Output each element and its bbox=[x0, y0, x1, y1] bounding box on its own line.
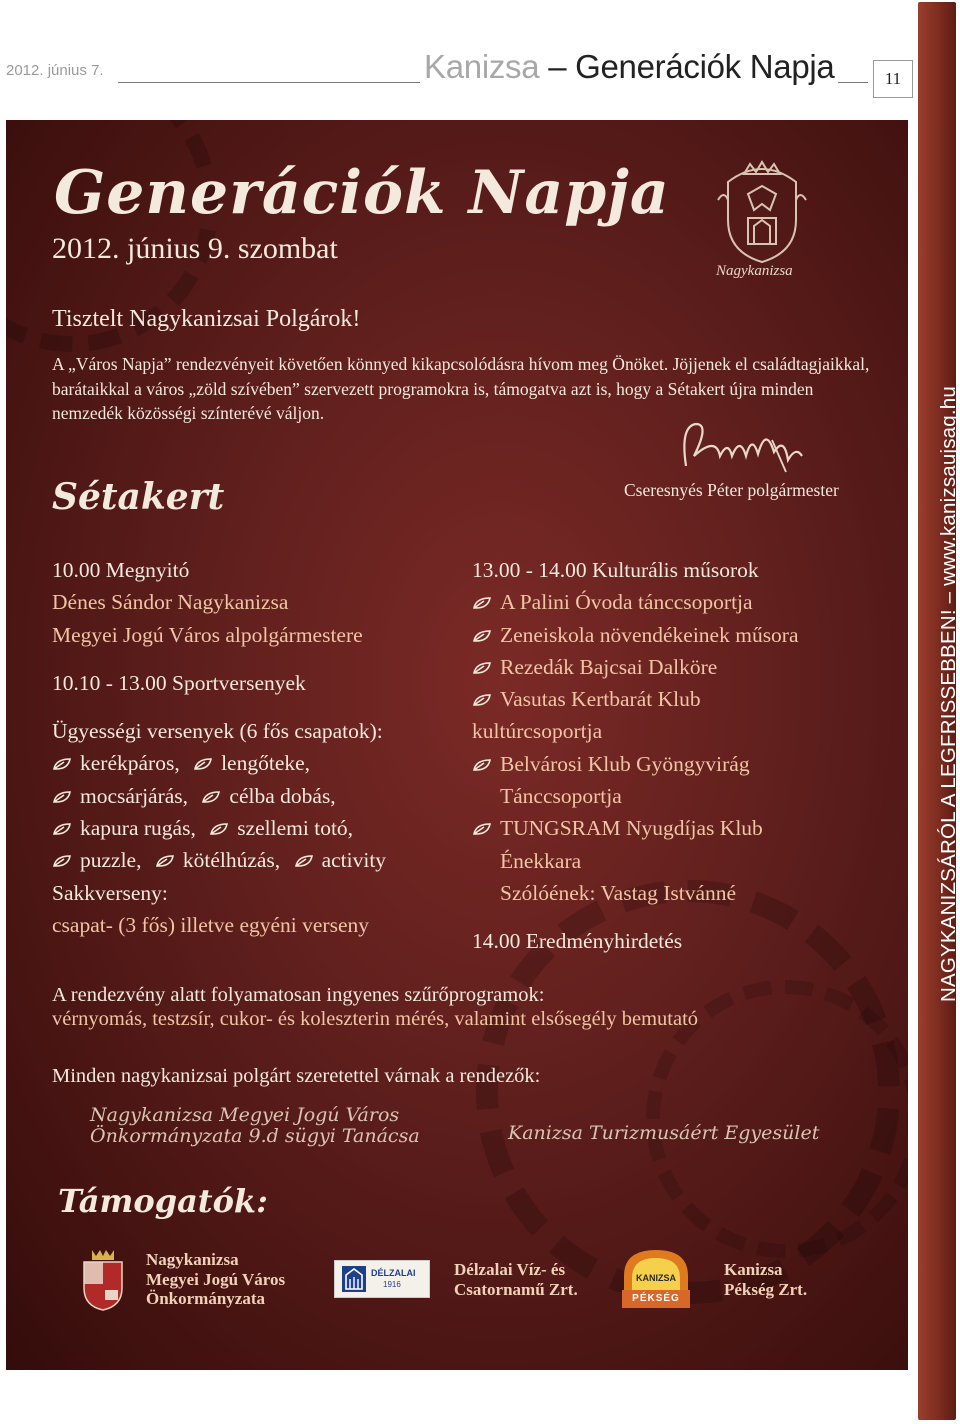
leaf-bullet-icon bbox=[52, 854, 72, 868]
leaf-bullet-icon bbox=[52, 790, 72, 804]
header-title-main: Generációk Napja bbox=[575, 48, 835, 85]
skill-item: lengőteke, bbox=[221, 751, 311, 776]
greeting: Tisztelt Nagykanizsai Polgárok! bbox=[52, 306, 361, 332]
skill-item: szellemi totó, bbox=[237, 816, 354, 841]
skill-item: célba dobás, bbox=[229, 783, 336, 808]
culture-item bbox=[472, 651, 799, 683]
culture-item-cont: kultúrcsoportja bbox=[472, 719, 603, 744]
culture-item bbox=[472, 586, 799, 618]
leaf-bullet-icon bbox=[472, 693, 492, 707]
leaf-bullet-icon bbox=[294, 854, 314, 868]
culture-item bbox=[472, 619, 799, 651]
culture-item-label: Zeneiskola növendékeinek műsora bbox=[500, 622, 799, 647]
leaf-bullet-icon bbox=[193, 757, 213, 771]
sports-title: 10.10 - 13.00 Sportversenyek bbox=[52, 670, 306, 695]
delzalai-logo bbox=[334, 1260, 430, 1298]
organizer-tourism: Kanizsa Turizmusáért Egyesület bbox=[508, 1122, 820, 1144]
skill-item: kapura rugás, bbox=[80, 816, 196, 841]
pekseg-logo-top: KANIZSA bbox=[636, 1273, 676, 1283]
sponsor-city-line: Önkormányzata bbox=[146, 1289, 265, 1308]
sponsor-city bbox=[146, 1250, 285, 1309]
skill-item: puzzle, bbox=[80, 848, 142, 873]
skill-title: Ügyességi versenyek (6 fős csapatok): bbox=[52, 719, 383, 744]
culture-item bbox=[472, 683, 799, 715]
crest-label: Nagykanizsa bbox=[716, 263, 793, 279]
skill-row bbox=[52, 844, 386, 876]
culture-item-cont: Tánccsoportja bbox=[500, 784, 622, 809]
program-right-column bbox=[472, 554, 799, 958]
leaf-bullet-icon bbox=[209, 822, 229, 836]
organizer-council-line: Nagykanizsa Megyei Jogú Város bbox=[90, 1104, 400, 1126]
skill-item: kötélhúzás, bbox=[182, 848, 281, 873]
pekseg-logo bbox=[620, 1246, 692, 1310]
chess-desc: csapat- (3 fős) illetve egyéni verseny bbox=[52, 912, 369, 937]
chess-title: Sakkverseny: bbox=[52, 880, 168, 905]
page-number: 11 bbox=[873, 60, 913, 98]
mayor-signature bbox=[676, 416, 816, 476]
free-screening-title: A rendezvény alatt folyamatosan ingyenes szűrőprogramok: bbox=[52, 984, 545, 1006]
culture-item-label: Vasutas Kertbarát Klub bbox=[500, 687, 701, 712]
culture-item-cont: Énekkara bbox=[500, 848, 582, 873]
section-title: Sétakert bbox=[52, 476, 225, 518]
skill-row bbox=[52, 747, 386, 779]
culture-item-cont: Szólóének: Vastag Istvánné bbox=[500, 880, 737, 905]
skill-item: mocsárjárás, bbox=[80, 783, 189, 808]
supporters-title: Támogatók: bbox=[58, 1182, 268, 1220]
header-title-prefix: Kanizsa bbox=[424, 48, 540, 85]
culture-item-label: Belvárosi Klub Gyöngyvirág bbox=[500, 751, 750, 776]
intro-text: A „Város Napja” rendezvényeit követően könnyed kikapcsolódásra hívom meg Önöket. Jöjjenek el családtagjaikkal, barátaikkal a város „zöld szívében” szervezett programokra is, támogatva azt is, hogy a Sétakert újra minden nemzedék közösségi színterévé váljon. bbox=[52, 354, 870, 423]
opening-person: Dénes Sándor Nagykanizsa bbox=[52, 590, 289, 615]
leaf-bullet-icon bbox=[472, 822, 492, 836]
city-coat-of-arms-icon bbox=[78, 1248, 128, 1312]
sponsor-pekseg bbox=[724, 1260, 807, 1299]
leaf-bullet-icon bbox=[52, 757, 72, 771]
sponsor-city-line: Nagykanizsa bbox=[146, 1250, 239, 1269]
skill-row bbox=[52, 812, 386, 844]
sponsor-pekseg-line: Kanizsa bbox=[724, 1260, 783, 1279]
free-screening-desc: vérnyomás, testzsír, cukor- és koleszterin mérés, valamint elsősegély bemutató bbox=[52, 1008, 699, 1030]
culture-title: 13.00 - 14.00 Kulturális műsorok bbox=[472, 558, 759, 582]
results-time: 14.00 Eredményhirdetés bbox=[472, 929, 683, 954]
organizer-council bbox=[90, 1105, 420, 1147]
culture-item bbox=[472, 812, 799, 844]
skill-item: kerékpáros, bbox=[80, 751, 180, 776]
sponsor-delzalai bbox=[454, 1260, 578, 1299]
organizer-council-line: Önkormányzata 9.d sügyi Tanácsa bbox=[90, 1125, 420, 1147]
header-title-dash: – bbox=[548, 48, 567, 85]
leaf-bullet-icon bbox=[155, 854, 175, 868]
delzalai-logo-year: 1916 bbox=[383, 1280, 401, 1289]
program-left-column bbox=[52, 554, 386, 941]
water-building-icon bbox=[341, 1265, 367, 1293]
culture-item-label: Rezedák Bajcsai Dalköre bbox=[500, 654, 718, 679]
sponsor-delzalai-line: Délzalai Víz- és bbox=[454, 1260, 566, 1279]
skill-item: activity bbox=[321, 848, 387, 873]
sponsor-pekseg-line: Pékség Zrt. bbox=[724, 1279, 808, 1299]
leaf-bullet-icon bbox=[472, 596, 492, 610]
poster-title: Generációk Napja bbox=[54, 158, 670, 228]
culture-item-label: TUNGSRAM Nyugdíjas Klub bbox=[500, 816, 763, 841]
opening-person: Megyei Jogú Város alpolgármestere bbox=[52, 622, 363, 647]
sidebar-text: NAGYKANIZSÁRÓL A LEGFRISSEBBEN! – www.kanizsaujsag.hu bbox=[937, 386, 960, 1002]
leaf-bullet-icon bbox=[472, 629, 492, 643]
header-title bbox=[420, 48, 838, 86]
pekseg-logo-bottom: PÉKSÉG bbox=[632, 1293, 680, 1304]
culture-item-label: A Palini Óvoda tánccsoportja bbox=[500, 590, 753, 615]
sponsor-city-line: Megyei Jogú Város bbox=[146, 1269, 286, 1289]
poster-date: 2012. június 9. szombat bbox=[52, 232, 338, 265]
skill-row bbox=[52, 780, 386, 812]
delzalai-logo-text: DÉLZALAI bbox=[371, 1268, 416, 1278]
city-crest-icon bbox=[714, 160, 810, 264]
mayor-name: Cseresnyés Péter polgármester bbox=[624, 480, 839, 500]
leaf-bullet-icon bbox=[472, 758, 492, 772]
leaf-bullet-icon bbox=[472, 661, 492, 675]
culture-item bbox=[472, 748, 799, 780]
leaf-bullet-icon bbox=[52, 822, 72, 836]
invitation-line: Minden nagykanizsai polgárt szeretettel várnak a rendezők: bbox=[52, 1065, 541, 1087]
event-poster bbox=[6, 120, 908, 1370]
opening-time: 10.00 Megnyitó bbox=[52, 558, 190, 582]
sponsor-delzalai-line: Csatornamű Zrt. bbox=[454, 1279, 578, 1299]
header-date: 2012. június 7. bbox=[6, 62, 104, 79]
leaf-bullet-icon bbox=[201, 790, 221, 804]
